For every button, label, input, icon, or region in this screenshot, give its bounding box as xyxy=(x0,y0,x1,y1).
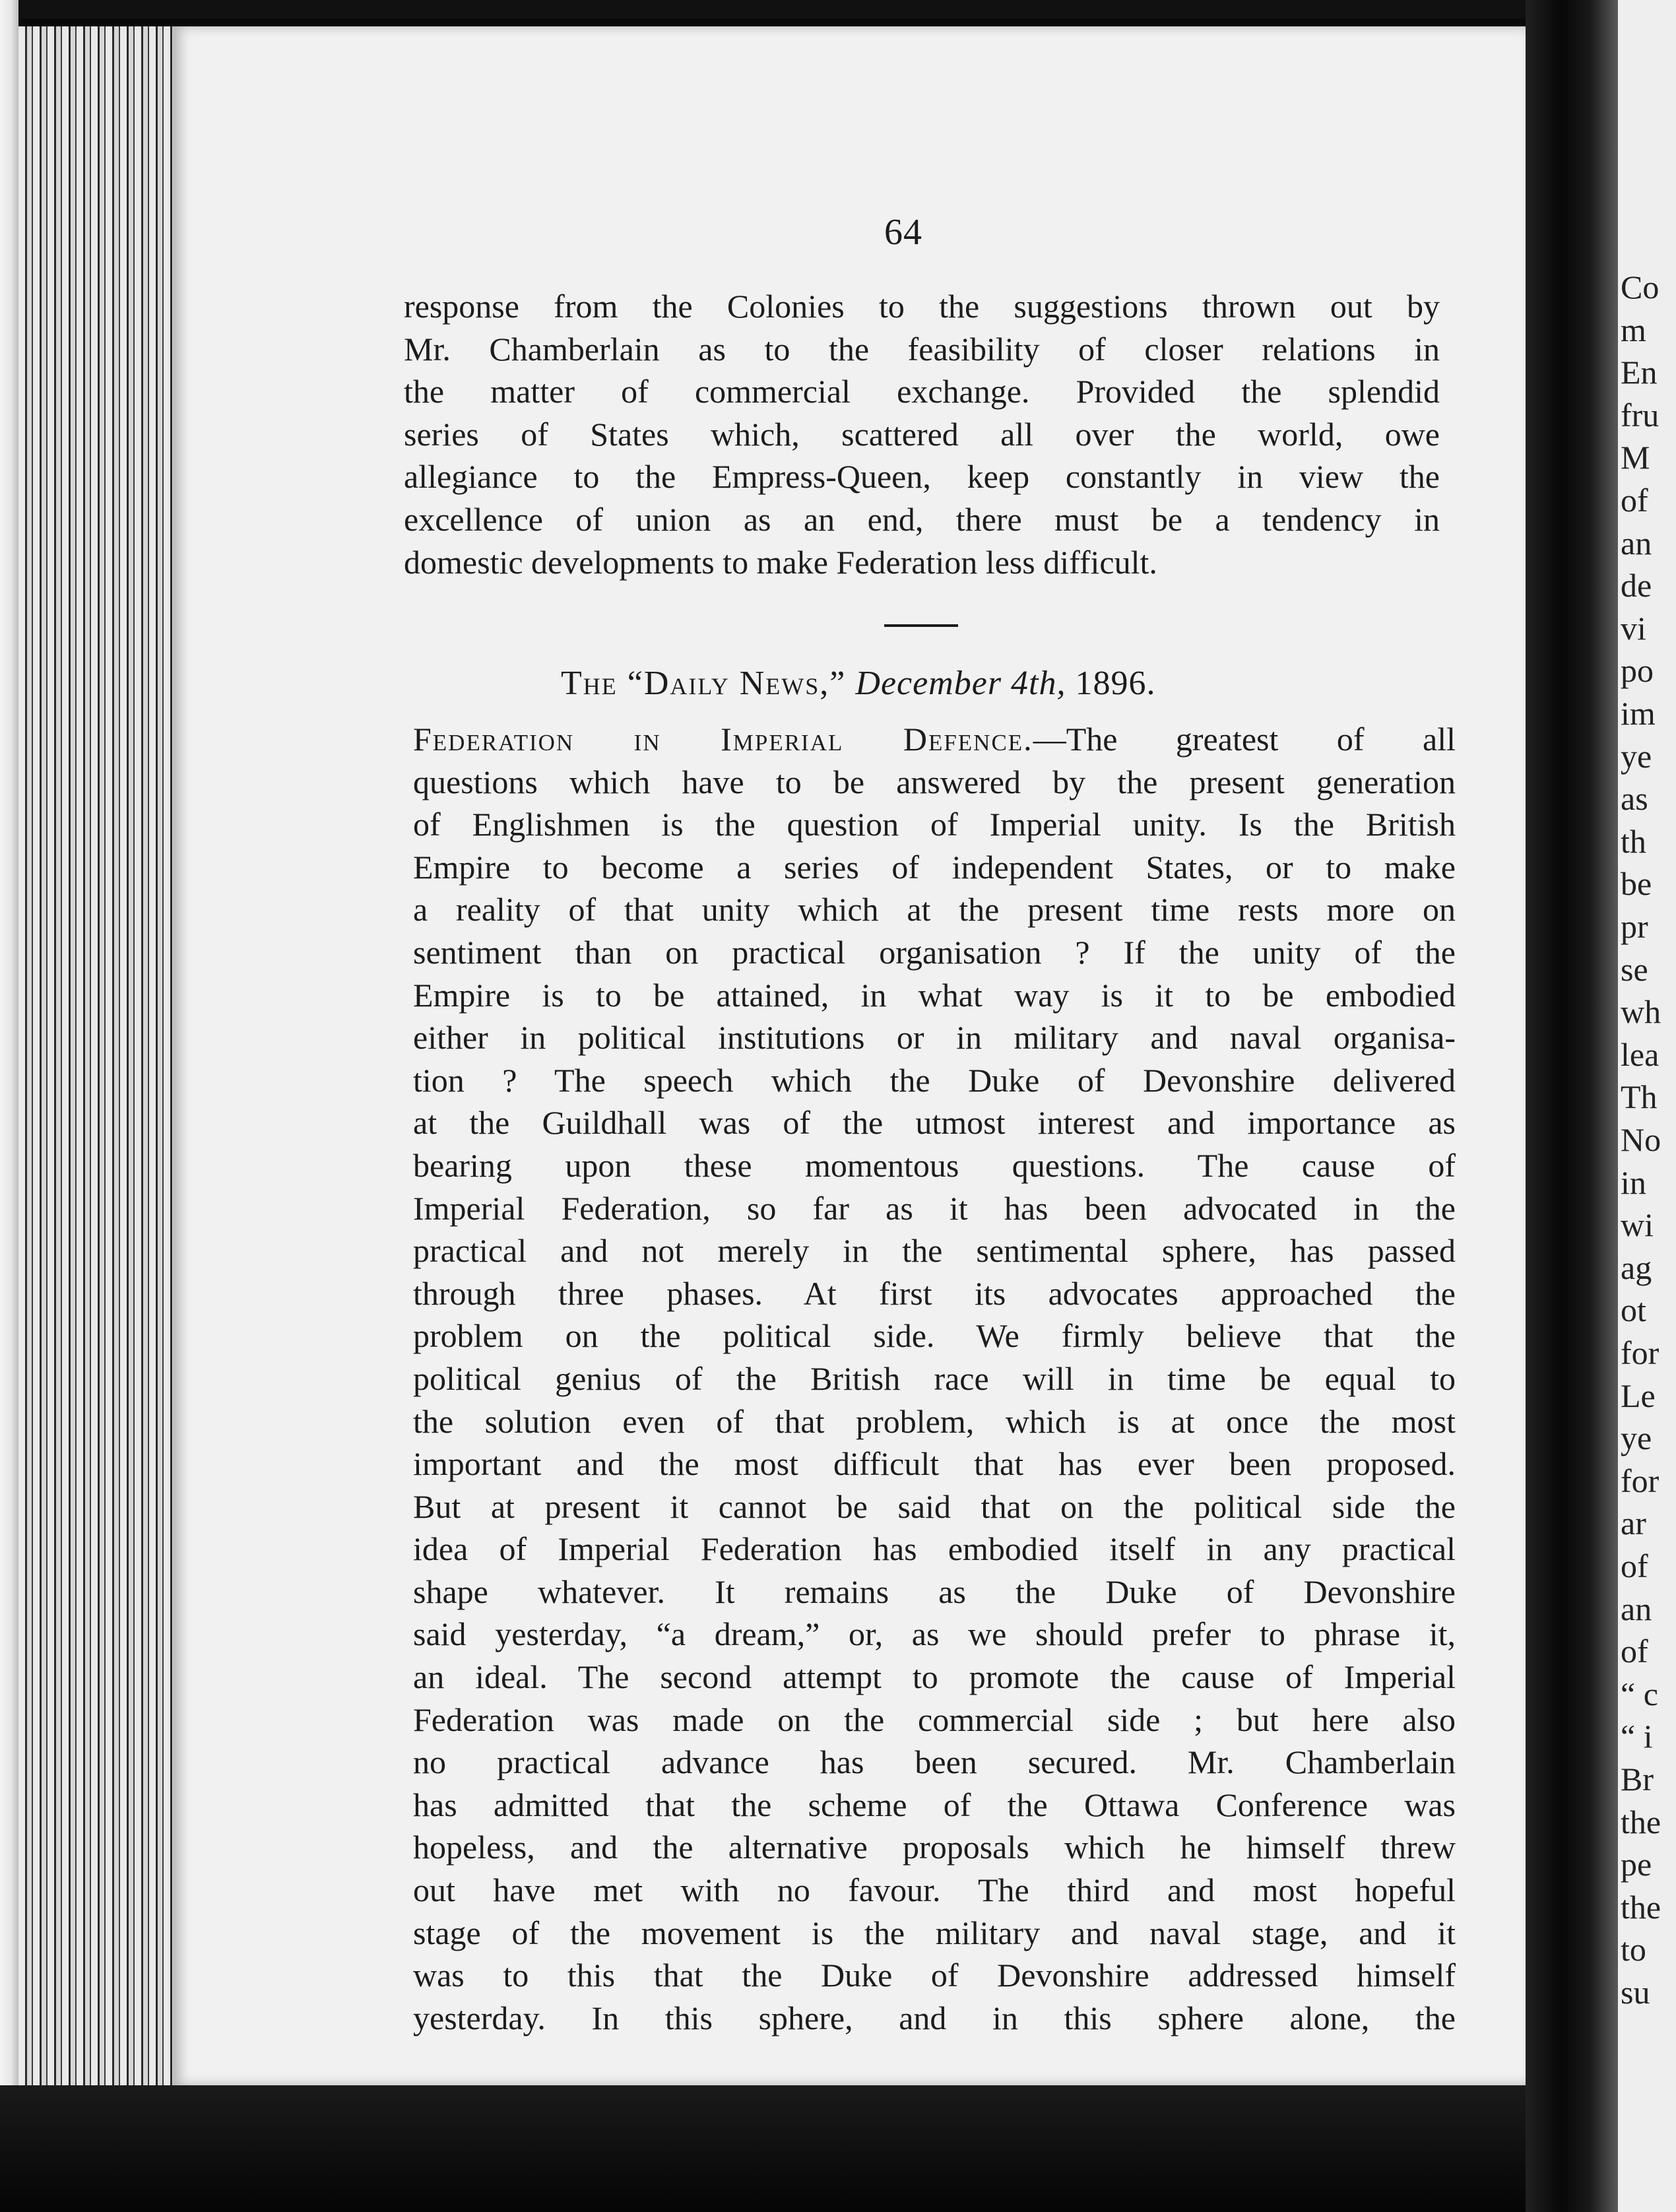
facing-page-fragment: the xyxy=(1621,1888,1661,1926)
facing-page-fragment: in xyxy=(1621,1163,1646,1201)
text-line: sentiment than on practical organisation ? If the unity of the xyxy=(413,933,1456,971)
article-heading xyxy=(561,664,1300,703)
facing-page-fragment: “ i xyxy=(1621,1718,1653,1755)
text-line: Mr. Chamberlain as to the feasibility of closer relations in xyxy=(404,330,1440,368)
text-line: Empire is to be attained, in what way is it to be embodied xyxy=(413,976,1456,1014)
text-line: practical and not merely in the sentimental sphere, has passed xyxy=(413,1232,1456,1270)
facing-page-fragment: im xyxy=(1621,695,1656,732)
text-line: series of States which, scattered all over the world, owe xyxy=(404,415,1440,453)
heading-date: December 4th, xyxy=(855,665,1066,702)
facing-page-fragment: Co xyxy=(1621,269,1660,306)
facing-page-fragment: pr xyxy=(1621,908,1648,945)
facing-page-fragment: for xyxy=(1621,1462,1660,1499)
text-line: hopeless, and the alternative proposals which he himself threw xyxy=(413,1829,1456,1866)
text-line: idea of Imperial Federation has embodied itself in any practical xyxy=(413,1530,1456,1568)
facing-page-fragment: of xyxy=(1621,482,1648,519)
facing-page-fragment: pe xyxy=(1621,1846,1652,1883)
book-edge xyxy=(0,0,18,2212)
facing-page-fragment: ye xyxy=(1621,737,1652,775)
facing-page-fragment: se xyxy=(1621,950,1648,988)
facing-page-fragment: Th xyxy=(1621,1078,1658,1116)
facing-page-fragment: ag xyxy=(1621,1249,1652,1286)
text-line: But at present it cannot be said that on the political side the xyxy=(413,1487,1456,1525)
text-line: Federation was made on the commercial side ; but here also xyxy=(413,1701,1456,1738)
facing-page-fragment: to xyxy=(1621,1931,1646,1968)
facing-page-fragment: fru xyxy=(1621,396,1660,434)
facing-page-fragment: No xyxy=(1621,1121,1661,1158)
text-line: said yesterday, “a dream,” or, as we should prefer to phrase it, xyxy=(413,1615,1456,1653)
text-line: questions which have to be answered by the present generation xyxy=(413,763,1456,800)
scan-bottom-edge xyxy=(0,2085,1537,2212)
text-line: Empire to become a series of independent States, or to make xyxy=(413,848,1456,886)
text-line: bearing upon these momentous questions. The cause of xyxy=(413,1146,1456,1184)
text-line: shape whatever. It remains as the Duke of Devonshire xyxy=(413,1573,1456,1610)
text-line: tion ? The speech which the Duke of Devonshire delivered xyxy=(413,1061,1456,1099)
article-lead: Federation in Imperial Defence. xyxy=(413,721,1033,758)
facing-page-fragment: ye xyxy=(1621,1419,1652,1457)
facing-page-fragment: of xyxy=(1621,1633,1648,1670)
facing-page-fragment: the xyxy=(1621,1803,1661,1840)
text-line: at the Guildhall was of the utmost interest and importance as xyxy=(413,1104,1456,1142)
facing-page-fragment: ar xyxy=(1621,1505,1646,1542)
facing-page-fragment: for xyxy=(1621,1334,1660,1371)
article-first-line-rest: —The greatest of all xyxy=(1033,721,1456,758)
facing-page-fragment: an xyxy=(1621,1590,1652,1627)
text-line: Imperial Federation, so far as it has been advocated in the xyxy=(413,1189,1456,1227)
facing-page-fragment: Br xyxy=(1621,1761,1654,1798)
facing-page-fragment: as xyxy=(1621,780,1648,818)
facing-page-fragment: m xyxy=(1621,311,1646,348)
facing-page-fragment: lea xyxy=(1621,1035,1660,1073)
facing-page-fragment: an xyxy=(1621,524,1652,562)
scan-top-edge xyxy=(0,0,1676,18)
text-line: either in political institutions or in military and naval organisa- xyxy=(413,1019,1456,1057)
facing-page-fragment: vi xyxy=(1621,609,1646,647)
text-line: domestic developments to make Federation less difficult. xyxy=(404,543,1157,581)
facing-page xyxy=(1618,0,1676,2212)
text-line: was to this that the Duke of Devonshire addressed himself xyxy=(413,1957,1456,1994)
page-number: 64 xyxy=(884,212,922,253)
book-gutter xyxy=(1526,0,1618,2212)
page-stack xyxy=(18,26,177,2098)
section-divider xyxy=(884,624,958,627)
heading-source: The “Daily News,” xyxy=(561,665,847,702)
text-line: out have met with no favour. The third and most hopeful xyxy=(413,1871,1456,1909)
facing-page-fragment: “ c xyxy=(1621,1675,1658,1712)
text-line: response from the Colonies to the suggestions thrown out by xyxy=(404,288,1440,325)
text-line: through three phases. At first its advocates approached the xyxy=(413,1274,1456,1312)
article-first-line xyxy=(413,718,1456,761)
facing-page-fragment: wh xyxy=(1621,993,1661,1031)
text-line: a reality of that unity which at the present time rests more on xyxy=(413,891,1456,928)
intro-paragraph xyxy=(404,285,1440,583)
facing-page-fragment: su xyxy=(1621,1974,1650,2011)
facing-page-fragment: Le xyxy=(1621,1377,1656,1414)
heading-year: 1896. xyxy=(1075,665,1156,702)
text-line: stage of the movement is the military and naval stage, and it xyxy=(413,1914,1456,1951)
text-line: excellence of union as an end, there must be a tendency in xyxy=(404,500,1440,538)
article-paragraph xyxy=(413,718,1456,2039)
text-line: political genius of the British race will in time be equal to xyxy=(413,1359,1456,1397)
facing-page-fragment: of xyxy=(1621,1547,1648,1584)
text-line: problem on the political side. We firmly believe that the xyxy=(413,1317,1456,1355)
text-line: important and the most difficult that has ever been proposed. xyxy=(413,1445,1456,1483)
text-line: the solution even of that problem, which is at once the most xyxy=(413,1402,1456,1440)
text-line: no practical advance has been secured. Mr. Chamberlain xyxy=(413,1743,1456,1781)
text-line: allegiance to the Empress-Queen, keep constantly in view the xyxy=(404,458,1440,496)
facing-page-fragment: be xyxy=(1621,865,1652,903)
text-line: an ideal. The second attempt to promote the cause of Imperial xyxy=(413,1658,1456,1696)
text-line: the matter of commercial exchange. Provided the splendid xyxy=(404,373,1440,410)
text-line: yesterday. In this sphere, and in this sphere alone, the xyxy=(413,1999,1456,2036)
text-line: has admitted that the scheme of the Ottawa Conference was xyxy=(413,1786,1456,1823)
text-line: of Englishmen is the question of Imperial unity. Is the British xyxy=(413,806,1456,843)
facing-page-fragment: th xyxy=(1621,822,1646,860)
facing-page-fragment: de xyxy=(1621,567,1652,604)
facing-page-fragment: wi xyxy=(1621,1206,1654,1244)
facing-page-fragment: M xyxy=(1621,439,1650,476)
facing-page-fragment: En xyxy=(1621,354,1658,391)
facing-page-fragment: ot xyxy=(1621,1291,1646,1329)
facing-page-fragment: po xyxy=(1621,652,1654,690)
